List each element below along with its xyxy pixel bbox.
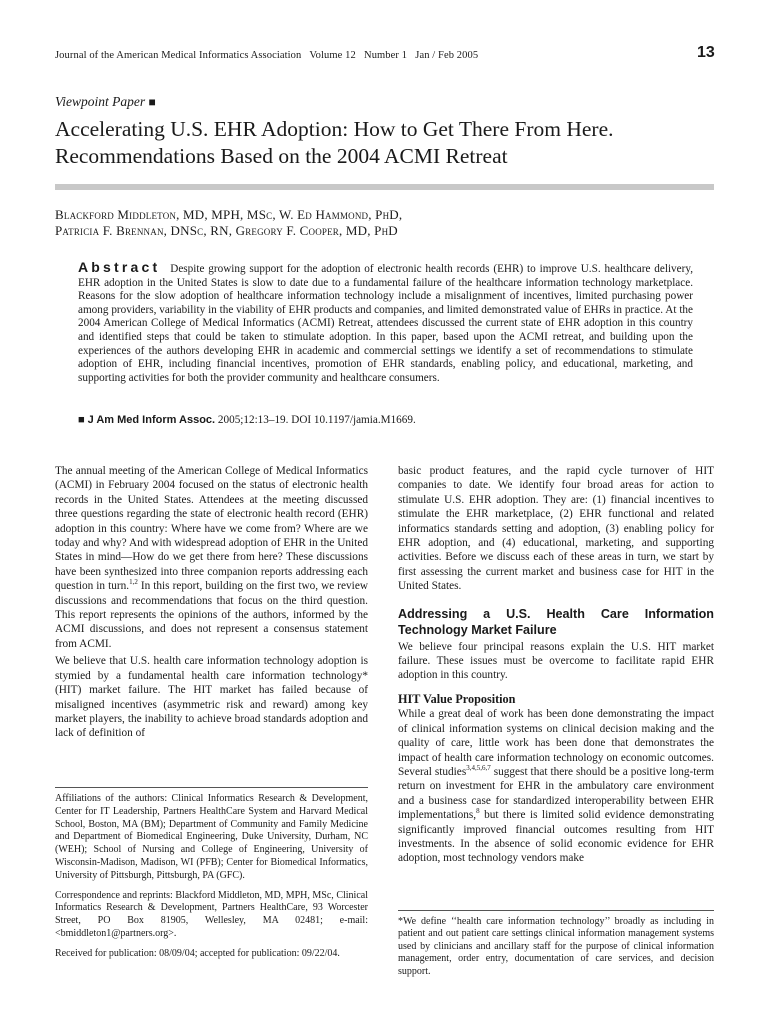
section-label-text: Viewpoint Paper <box>55 94 146 109</box>
reference-1-2: 1,2 <box>129 578 138 587</box>
left-column <box>55 464 368 744</box>
intro-paragraph <box>55 464 368 651</box>
value-proposition-paragraph <box>398 707 714 865</box>
section-heading: Addressing a U.S. Health Care Information Technology Market Failure <box>398 606 714 637</box>
reference-8: 8 <box>476 807 480 816</box>
intro-text-b: In this report, building on the first two, we review discussions and recommendations that focus on the third question. This report represents the opinions of the authors, informed by the ACMI discussions, and does not represent a consensus statement from ACMI. <box>55 580 368 650</box>
paper-title <box>55 116 735 170</box>
abstract-text: Despite growing support for the adoption of electronic health records (EHR) to improve U.S. healthcare delivery, EHR adoption in the United States is slow to date due to a fundamental failure of the healthcare information technology marketplace. Reasons for the slow adoption of healthcare information technology include a misalignment of incentives, limited purchasing power among providers, variability in the viability of EHR products and companies, and limited demonstrated value of EHRs in practice. At the 2004 American College of Medical Informatics (ACMI) Retreat, attendees discussed the current state of EHR adoption in this country and identified steps that could be taken to stimulate adoption. In this paper, based upon the ACMI retreat, and building upon the experiences of the authors developing EHR in academic and commercial settings we identify a set of recommendations to stimulate adoption of EHR, including financial incentives, promotion of EHR standards, enabling policy, and educational, marketing, and supporting activities for both the provider community and healthcare consumers. <box>78 263 694 384</box>
title-line-1: Accelerating U.S. EHR Adoption: How to Get There From Here. <box>55 117 614 141</box>
intro-text-a: The annual meeting of the American College of Medical Informatics (ACMI) in February 2004 focused on the status of electronic health records in the United States. Attendees at the meeting discussed three questions regarding the state of electronic health record (EHR) adoption in this country: Where have we come from? Where are we today and why? And with widespread adoption of EHR in the United States in mind—How do we get there from here? These discussions have been synthesized into three companion reports addressing each question in turn. <box>55 465 368 593</box>
journal-header: Journal of the American Medical Informatics Association Volume 12 Number 1 Jan / Feb 2005 <box>55 50 479 61</box>
footnote-divider-right <box>398 910 714 911</box>
principal-reasons-paragraph: We believe four principal reasons explain the U.S. HIT market failure. These issues must be overcome to facilitate rapid EHR adoption in this country. <box>398 640 714 682</box>
authors-line-1: Blackford Middleton, MD, MPH, MSc, W. Ed Hammond, PhD, <box>55 207 403 222</box>
market-failure-paragraph: We believe that U.S. health care information technology adoption is stymied by a fundamental health care information technology* (HIT) market failure. The HIT market has failed because of misaligned incentives (asymmetric risk and reward) among key market players, the inability to achieve broad standards adoption and lack of definition of <box>55 655 368 740</box>
correspondence-note: Correspondence and reprints: Blackford Middleton, MD, MPH, MSc, Clinical Informatics Research & Development, Partners HealthCare, 93 Worcester Street, PO Box 81905, Wellesley, MA 02481; e-mail: <bmiddleton1@partners.org>. <box>55 889 368 939</box>
value-text-b: suggest that there should be a positive long-term return on investment for EHR in the ambulatory care environment and a business case for standardized interoperability between EHR implementations, <box>398 765 714 822</box>
affiliations-note: Affiliations of the authors: Clinical Informatics Research & Development, Center for IT Leadership, Partners HealthCare System and Harvard Medical School, Boston, MA (BM); Department of Community and Family Medicine and Department of Biomedical Engineering, Duke University, Durham, NC (WEH); School of Nursing and College of Engineering, University of Wisconsin-Madison, Madison, WI (PFB); Center for Biomedical Informatics, University of Pittsburgh, Pittsburgh, PA (GFC). <box>55 793 368 881</box>
right-column <box>398 464 714 869</box>
received-note: Received for publication: 08/09/04; accepted for publication: 09/22/04. <box>55 947 340 959</box>
section-marker-icon: ■ <box>148 95 156 109</box>
authors-line-2: Patricia F. Brennan, DNSc, RN, Gregory F. Cooper, MD, PhD <box>55 223 398 238</box>
section-label <box>55 94 156 110</box>
footnote-divider-left <box>55 787 368 788</box>
author-list <box>55 207 715 239</box>
reference-3-7: 3,4,5,6,7 <box>466 764 491 773</box>
hit-definition-footnote <box>398 916 714 978</box>
title-line-2: Recommendations Based on the 2004 ACMI Retreat <box>55 144 508 168</box>
abstract <box>78 261 693 385</box>
citation-details: 2005;12:13–19. DOI 10.1197/jamia.M1669. <box>217 414 416 426</box>
action-areas-paragraph: basic product features, and the rapid cycle turnover of HIT companies to date. We identify four broad areas for action to stimulate U.S. EHR adoption. They are: (1) financial incentives to stimulate the EHR marketplace, (2) EHR functional and related informatics standards setting and adoption, (3) enabling policy for EHR adoption, and (4) educational, marketing, and supporting activities. Before we discuss each of these areas in turn, we start by first assessing the current market and business case for HIT in the United States. <box>398 465 714 593</box>
subsection-heading: HIT Value Proposition <box>398 691 516 706</box>
citation <box>78 414 416 426</box>
citation-journal: J Am Med Inform Assoc. <box>87 414 216 426</box>
hit-definition-note: *We define ‘‘health care information technology’’ broadly as including in patient and out patient care settings clinical information management systems used by clinicians and ancillary staff for the purpose of clinical information management, order entry, documentation of care services, and decision support. <box>398 916 714 977</box>
abstract-label: Abstract <box>78 259 161 275</box>
page-number: 13 <box>697 44 715 61</box>
value-text-a: While a great deal of work has been done demonstrating the impact of clinical information systems on clinical decision making and the quality of care, little work has been done that demonstrates the impact of health care information technology on economic outcomes. Several studies <box>398 708 714 778</box>
value-text-c: but there is limited solid evidence demonstrating significantly improved financial outcomes resulting from HIT investments. In the absence of solid economic evidence for EHR adoption, most technology vendors make <box>398 809 714 865</box>
citation-marker-icon: ■ <box>78 414 85 426</box>
author-footnotes <box>55 793 368 968</box>
title-divider <box>55 184 714 190</box>
